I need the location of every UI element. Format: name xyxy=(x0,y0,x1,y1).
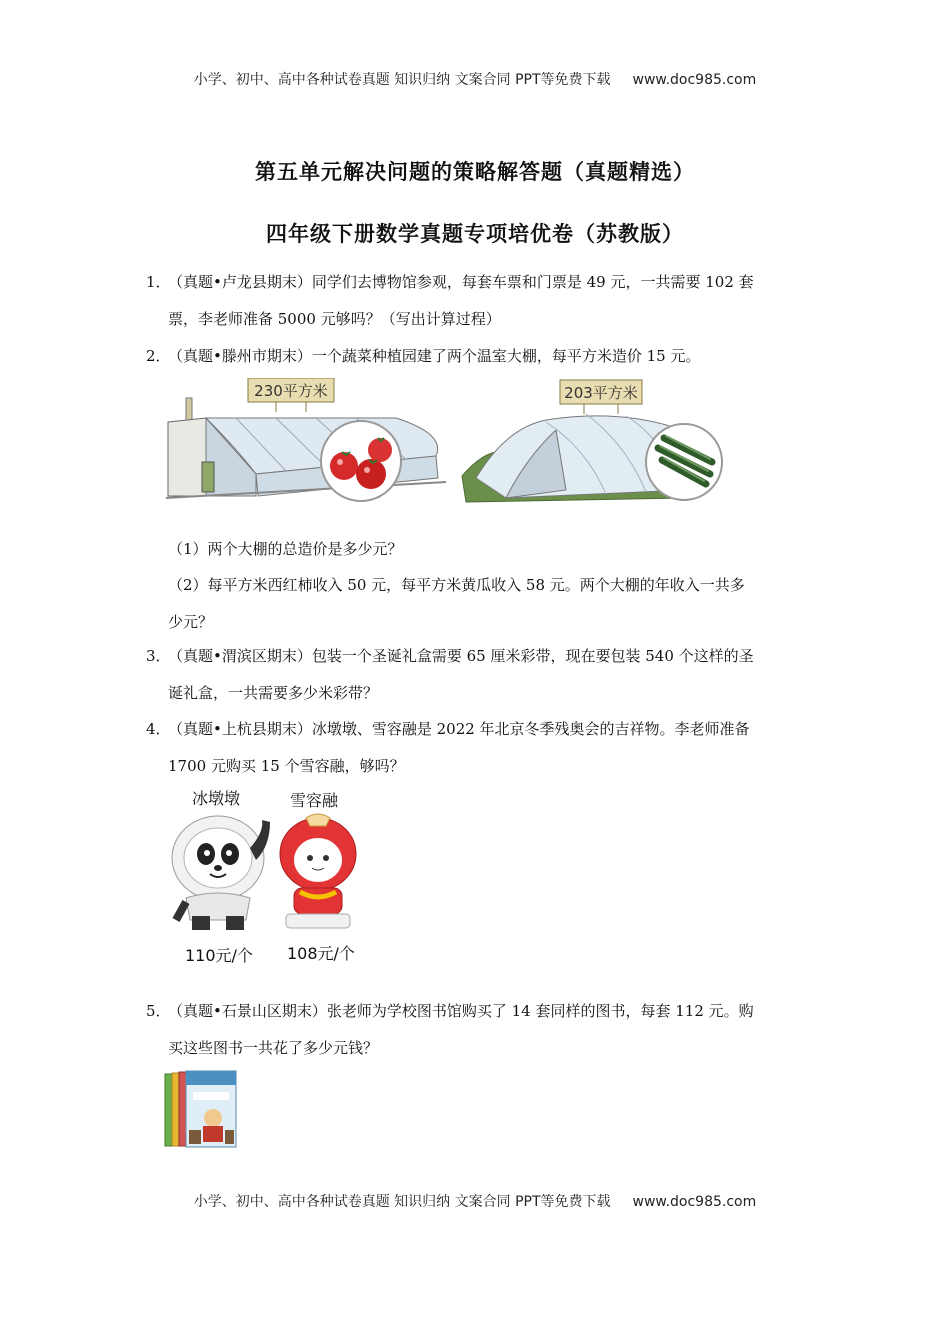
question-text: （2）每平方米西红柿收入 50 元，每平方米黄瓜收入 58 元。两个大棚的年收入一共多 xyxy=(168,576,745,594)
question-text: （真题•上杭县期末）冰墩墩、雪容融是 2022 年北京冬季残奥会的吉祥物。李老师准备 xyxy=(168,720,750,738)
question-text-cont: 诞礼盒，一共需要多少米彩带？ xyxy=(168,684,379,702)
question-3 xyxy=(146,638,808,712)
question-text: （真题•石景山区期末）张老师为学校图书馆购买了 14 套同样的图书，每套 112 元。购 xyxy=(168,1002,754,1020)
page-title: 第五单元解决问题的策略解答题（真题精选） xyxy=(255,160,695,184)
question-number: 1． xyxy=(146,273,171,291)
mascot-price-2: 108元/个 xyxy=(287,944,355,963)
footer-url[interactable]: www.doc985.com xyxy=(632,1194,757,1210)
question-number: 4． xyxy=(146,720,171,738)
question-text-cont: 票，李老师准备 5000 元够吗？（写出计算过程） xyxy=(168,310,501,328)
question-text: （真题•滕州市期末）一个蔬菜种植园建了两个温室大棚，每平方米造价 15 元。 xyxy=(168,347,701,365)
book-set-illustration xyxy=(163,1068,239,1150)
tomato-greenhouse xyxy=(166,378,446,501)
question-1 xyxy=(146,264,808,338)
question-number: 2． xyxy=(146,347,171,365)
question-2 xyxy=(146,338,808,375)
question-text-cont: 买这些图书一共花了多少元钱？ xyxy=(168,1039,379,1057)
question-text-cont: 少元？ xyxy=(168,613,214,631)
page-footer xyxy=(0,1191,950,1211)
header-text: 小学、初中、高中各种试卷真题 知识归纳 文案合同 PPT等免费下载 xyxy=(193,72,611,88)
mascot-price-1: 110元/个 xyxy=(185,946,253,965)
question-2-part-2 xyxy=(168,567,808,641)
cucumber-greenhouse xyxy=(462,380,722,502)
mascot-name-2: 雪容融 xyxy=(290,791,339,810)
header-url[interactable]: www.doc985.com xyxy=(632,72,757,88)
mascot-name-1: 冰墩墩 xyxy=(192,789,241,808)
question-text-cont: 1700 元购买 15 个雪容融，够吗？ xyxy=(168,757,405,775)
question-4 xyxy=(146,711,808,785)
greenhouse-illustration xyxy=(166,378,736,508)
question-text: （真题•渭滨区期末）包装一个圣诞礼盒需要 65 厘米彩带，现在要包装 540 个这样的圣 xyxy=(168,647,754,665)
question-text: （真题•卢龙县期末）同学们去博物馆参观，每套车票和门票是 49 元，一共需要 102 套 xyxy=(168,273,754,291)
question-number: 5． xyxy=(146,1002,171,1020)
question-5 xyxy=(146,993,808,1067)
page-header xyxy=(0,69,950,89)
area-sign-2: 203平方米 xyxy=(564,384,638,402)
bing-dwen-dwen-icon xyxy=(172,816,270,930)
question-2-part-1: （1）两个大棚的总造价是多少元？ xyxy=(168,540,403,558)
shuey-rhon-rhon-icon xyxy=(280,814,356,928)
question-number: 3． xyxy=(146,647,171,665)
footer-text: 小学、初中、高中各种试卷真题 知识归纳 文案合同 PPT等免费下载 xyxy=(193,1194,611,1210)
mascot-illustration xyxy=(166,808,366,938)
area-sign-1: 230平方米 xyxy=(254,382,328,400)
page-subtitle: 四年级下册数学真题专项培优卷（苏教版） xyxy=(266,222,684,246)
